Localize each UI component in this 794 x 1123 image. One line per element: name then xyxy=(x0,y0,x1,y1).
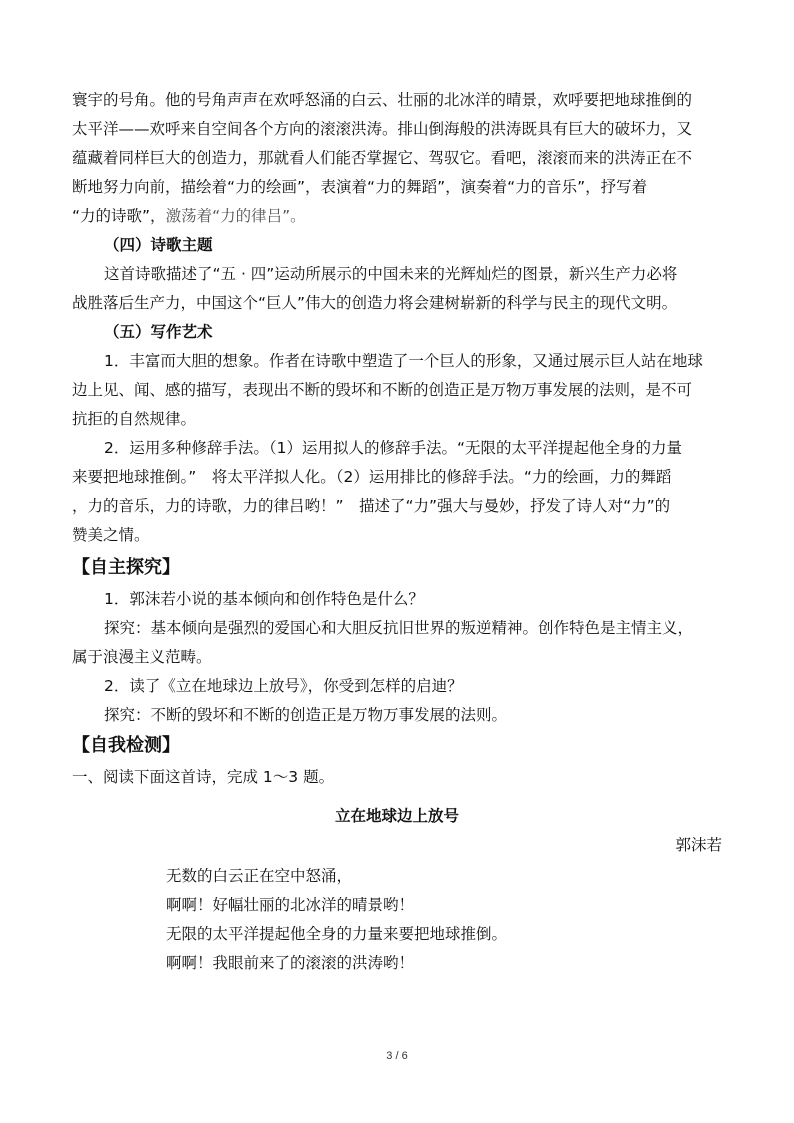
question-line: 1．郭沫若小说的基本倾向和创作特色是什么？ xyxy=(104,590,424,608)
poem-line: 啊啊！我眼前来了的滚滚的洪涛哟！ xyxy=(166,954,415,972)
subheading-theme: （四）诗歌主题 xyxy=(104,236,213,254)
poem-author: 郭沫若 xyxy=(675,836,722,854)
poem-line: 啊啊！好幅壮丽的北冰洋的晴景哟！ xyxy=(166,896,415,914)
paragraph-line: 战胜落后生产力，中国这个“巨人”伟大的创造力将会建树崭新的科学与民主的现代文明。 xyxy=(72,294,678,312)
paragraph-line: 这首诗歌描述了“五 · 四”运动所展示的中国未来的光辉灿烂的图景，新兴生产力必将 xyxy=(104,265,678,283)
paragraph-line: 2．运用多种修辞手法。（1）运用拟人的修辞手法。“无限的太平洋提起他全身的力量 xyxy=(104,439,683,457)
paragraph-text: “力的诗歌”， xyxy=(72,207,166,225)
paragraph-line: 蕴藏着同样巨大的创造力，那就看人们能否掌握它、驾驭它。看吧，滚滚而来的洪涛正在不 xyxy=(72,149,693,167)
poem-line: 无数的白云正在空中怒涌， xyxy=(166,867,353,885)
paragraph-line: 太平洋——欢呼来自空间各个方向的滚滚洪涛。排山倒海般的洪涛既具有巨大的破坏力，又 xyxy=(72,120,693,138)
instruction-line: 一、阅读下面这首诗，完成 1～3 题。 xyxy=(72,768,335,786)
answer-line: 属于浪漫主义范畴。 xyxy=(72,648,212,666)
paragraph-line: 寰宇的号角。他的号角声声在欢呼怒涌的白云、壮丽的北冰洋的晴景，欢呼要把地球推倒的 xyxy=(72,91,693,109)
paragraph-line: 来要把地球推倒。” 将太平洋拟人化。（2）运用排比的修辞手法。“力的绘画，力的舞蹈 xyxy=(72,468,672,486)
paragraph-line: 边上见、闻、感的描写，表现出不断的毁坏和不断的创造正是万物万事发展的法则，是不可 xyxy=(72,381,693,399)
section-heading-explore: 【自主探究】 xyxy=(72,557,180,578)
subheading-art: （五）写作艺术 xyxy=(104,323,213,341)
answer-line: 探究：基本倾向是强烈的爱国心和大胆反抗旧世界的叛逆精神。创作特色是主情主义， xyxy=(104,619,694,637)
paragraph-line: 抗拒的自然规律。 xyxy=(72,410,197,428)
paragraph-text-muted: 激荡着“力的律吕”。 xyxy=(165,207,306,225)
section-heading-test: 【自我检测】 xyxy=(72,735,180,756)
poem-title: 立在地球边上放号 xyxy=(334,807,459,825)
page-number: 3 / 6 xyxy=(386,1050,408,1062)
paragraph-line: 赞美之情。 xyxy=(72,526,150,544)
paragraph-line: 断地努力向前，描绘着“力的绘画”，表演着“力的舞蹈”，演奏着“力的音乐”，抒写着 xyxy=(72,178,648,196)
paragraph-line: 1．丰富而大胆的想象。作者在诗歌中塑造了一个巨人的形象，又通过展示巨人站在地球 xyxy=(104,352,703,370)
paragraph-line xyxy=(72,206,722,226)
poem-line: 无限的太平洋提起他全身的力量来要把地球推倒。 xyxy=(166,925,508,943)
paragraph-line: ，力的音乐，力的诗歌，力的律吕哟！” 描述了“力”强大与曼妙，抒发了诗人对“力”的 xyxy=(72,497,671,515)
question-line: 2．读了《立在地球边上放号》，你受到怎样的启迪？ xyxy=(104,677,463,695)
answer-line: 探究：不断的毁坏和不断的创造正是万物万事发展的法则。 xyxy=(104,706,508,724)
